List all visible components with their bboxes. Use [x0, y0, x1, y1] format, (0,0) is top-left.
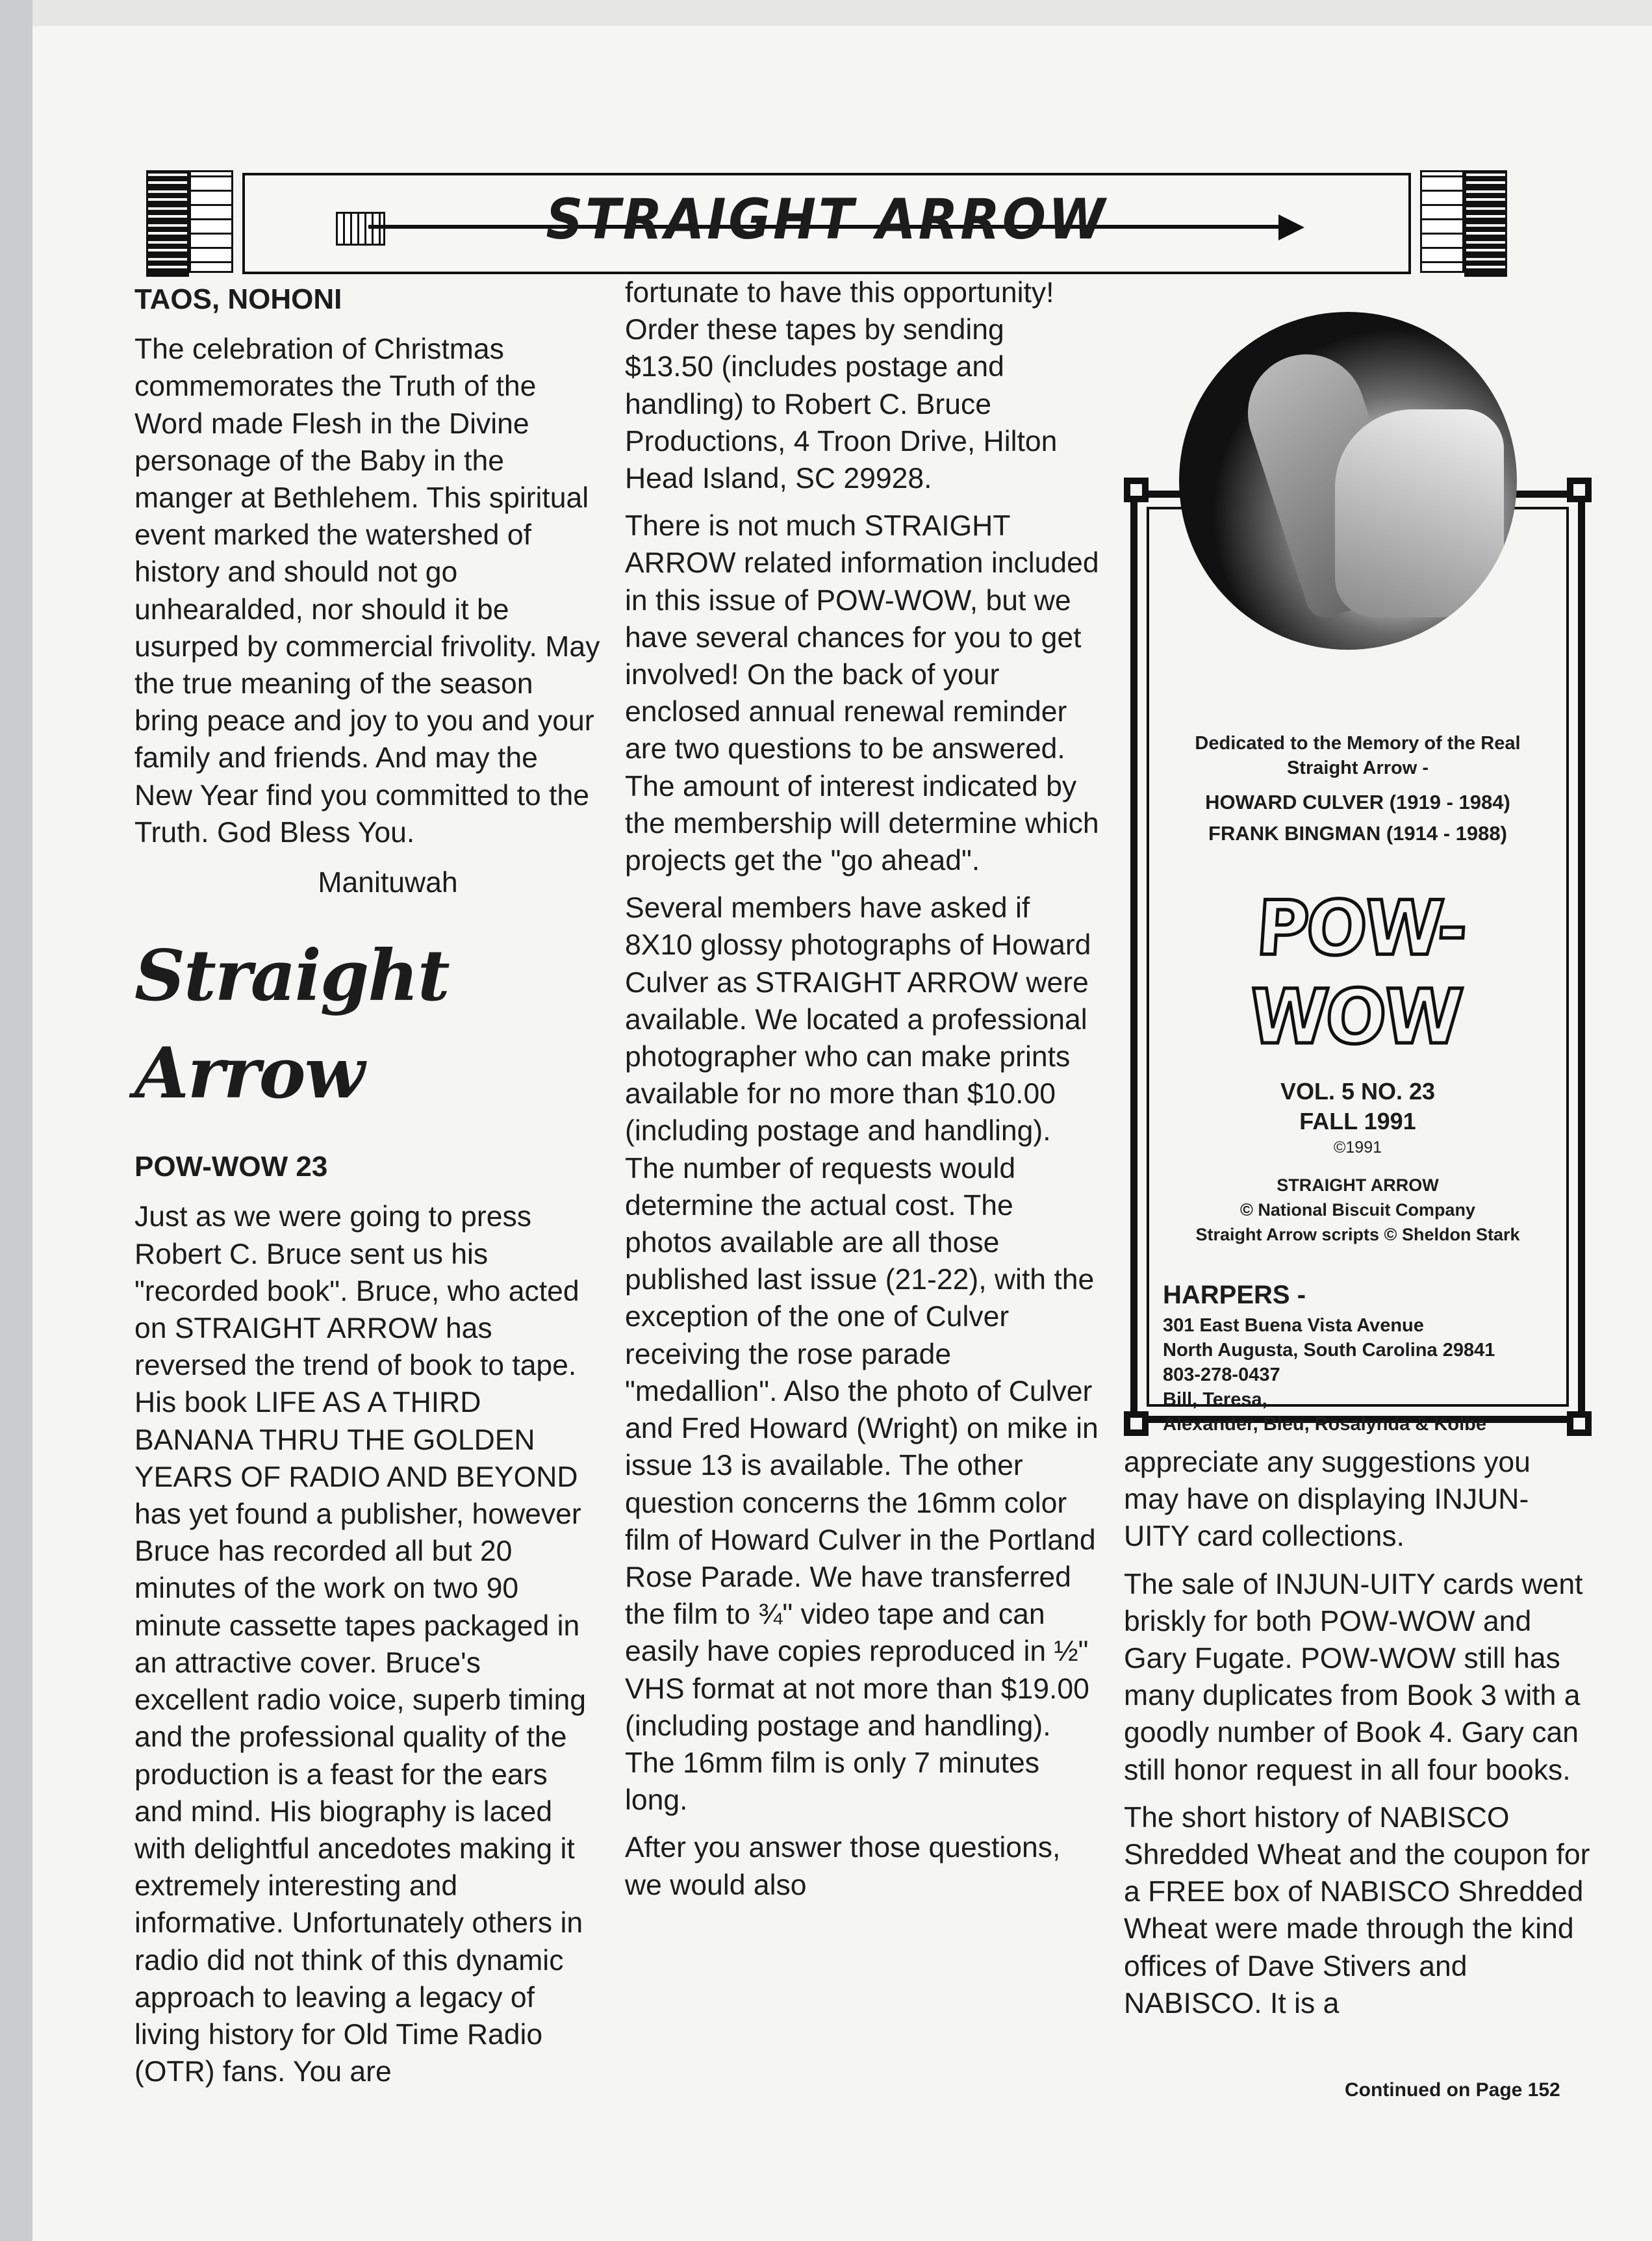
stepped-corner-ornament: [1124, 478, 1149, 502]
article-paragraph: There is not much STRAIGHT ARROW related information included in this issue of POW-WOW, but we have several chances for you to get involved! On the back of your enclosed annual renewal reminder are two questions to be answered. The amount of interest indicated by the membership will determine which projects get the "go ahead".: [625, 510, 1099, 877]
scan-margin-top: [0, 0, 1652, 26]
stepped-corner-ornament: [1124, 1411, 1149, 1436]
address-line: 301 East Buena Vista Avenue: [1163, 1315, 1424, 1336]
stepped-corner-ornament: [1567, 1411, 1592, 1436]
horse-figure: [1335, 409, 1504, 617]
volume-number: VOL. 5 NO. 23: [1280, 1078, 1436, 1105]
article-paragraph: Several members have asked if 8X10 glossy photographs of Howard Culver as STRAIGHT ARROW were available. We located a professional photographer who can make prints available for no more than $10.00 (including postage and handling). The number of requests would determine the actual cost. The photos available are all those published last issue (21-22), with the exception of the one of Culver receiving the rose parade "medallion". Also the photo of Culver and Fred Howard (Wright) on mike in issue 13 is available. The other question concerns the 16mm color film of Howard Culver in the Portland Rose Parade. We have transferred the film to ¾" video tape and can easily have copies reproduced in ½" VHS format at not more than $19.00 (including postage and handling). The 16mm film is only 7 minutes long.: [625, 892, 1099, 1817]
powwow23-article: Just as we were going to press Robert C. Bruce sent us his "recorded book". Bruce, who acted on STRAIGHT ARROW has reversed the trend of book to tape. His book LIFE AS A THIRD BANANA THRU THE GOLDEN YEARS OF RADIO AND BEYOND has yet found a publisher, however Bruce has recorded all but 20 minutes of the work on two 90 minute cassette tapes packaged in an attractive cover. Bruce's excellent radio voice, superb timing and the professional quality of the production is a feast for the ears and mind. His biography is laced with delightful ancedotes making it extremely interesting and informative. Unfortunately others in radio did not think of this dynamic approach to leaving a legacy of living history for Old Time Radio (OTR) fans. You are: [134, 1201, 587, 2088]
info-box-content: [1163, 731, 1553, 1437]
article-paragraph: appreciate any suggestions you may have on displaying INJUN-UITY card collections.: [1124, 1446, 1531, 1553]
straight-arrow-signature-logo: Straight Arrow: [134, 935, 449, 1115]
section-heading-taos: TAOS, NOHONI: [134, 283, 342, 315]
article-paragraph: After you answer those questions, we would also: [625, 1832, 1061, 1901]
continued-on-page: Continued on Page 152: [1345, 2079, 1560, 2101]
phone-number: 803-278-0437: [1163, 1364, 1280, 1385]
issue-season: FALL 1991: [1299, 1108, 1416, 1134]
dedication-text: Dedicated to the Memory of the Real Straight Arrow -: [1195, 733, 1521, 778]
credit-line: Straight Arrow scripts © Sheldon Stark: [1195, 1225, 1520, 1244]
stepped-corner-ornament: [1567, 478, 1592, 502]
family-names: Bill, Teresa,: [1163, 1389, 1267, 1410]
column-middle: [625, 274, 1099, 1914]
beadwork-ornament-left: [189, 170, 233, 273]
powwow-logo: POW-WOW: [1246, 884, 1468, 1061]
scan-margin-left: [0, 0, 32, 2241]
straight-arrow-horse-photo: [1179, 312, 1517, 650]
copyright-year: ©1991: [1333, 1138, 1382, 1157]
section-heading-powwow23: POW-WOW 23: [134, 1151, 328, 1183]
beadwork-ornament-right: [1420, 170, 1464, 273]
publisher-block: [1163, 1277, 1553, 1437]
address-line: North Augusta, South Carolina 29841: [1163, 1340, 1495, 1361]
article-paragraph: fortunate to have this opportunity! Order these tapes by sending $13.50 (includes postage and handling) to Robert C. Bruce Productions, 4 Troon Drive, Hilton Head Island, SC 29928.: [625, 277, 1058, 495]
masthead-title: STRAIGHT ARROW: [546, 187, 1108, 252]
credit-line: STRAIGHT ARROW: [1277, 1175, 1439, 1195]
memorial-name: HOWARD CULVER (1919 - 1984): [1205, 791, 1510, 813]
family-names: Alexander, Bleu, Rosalynda & Kolbe: [1163, 1414, 1486, 1435]
publisher-name: HARPERS -: [1163, 1281, 1306, 1309]
credit-line: © National Biscuit Company: [1240, 1200, 1475, 1220]
column-right: [1124, 1444, 1592, 2032]
fringe-ornament-right: [1464, 170, 1507, 277]
column-left: [134, 281, 602, 2101]
signoff-name: Manituwah: [318, 867, 458, 899]
masthead-banner: [146, 170, 1507, 274]
article-paragraph: The short history of NABISCO Shredded Wheat and the coupon for a FREE box of NABISCO Shredded Wheat were made through the kind offices of Dave Stivers and NABISCO. It is a: [1124, 1801, 1590, 2019]
memorial-name: FRANK BINGMAN (1914 - 1988): [1208, 822, 1507, 845]
banner-panel: [242, 173, 1411, 274]
fringe-ornament-left: [146, 170, 189, 277]
christmas-message: The celebration of Christmas commemorates the Truth of the Word made Flesh in the Divine personage of the Baby in the manger at Bethlehem. This spiritual event marked the watershed of history and should not go unhearalded, nor should it be usurped by commercial frivolity. May the true meaning of the season bring peace and joy to you and your family and friends. And may the New Year find you committed to the Truth. God Bless You.: [134, 333, 600, 849]
article-paragraph: The sale of INJUN-UITY cards went briskly for both POW-WOW and Gary Fugate. POW-WOW still has many duplicates from Book 3 with a goodly number of Book 4. Gary can still honor request in all four books.: [1124, 1568, 1583, 1786]
